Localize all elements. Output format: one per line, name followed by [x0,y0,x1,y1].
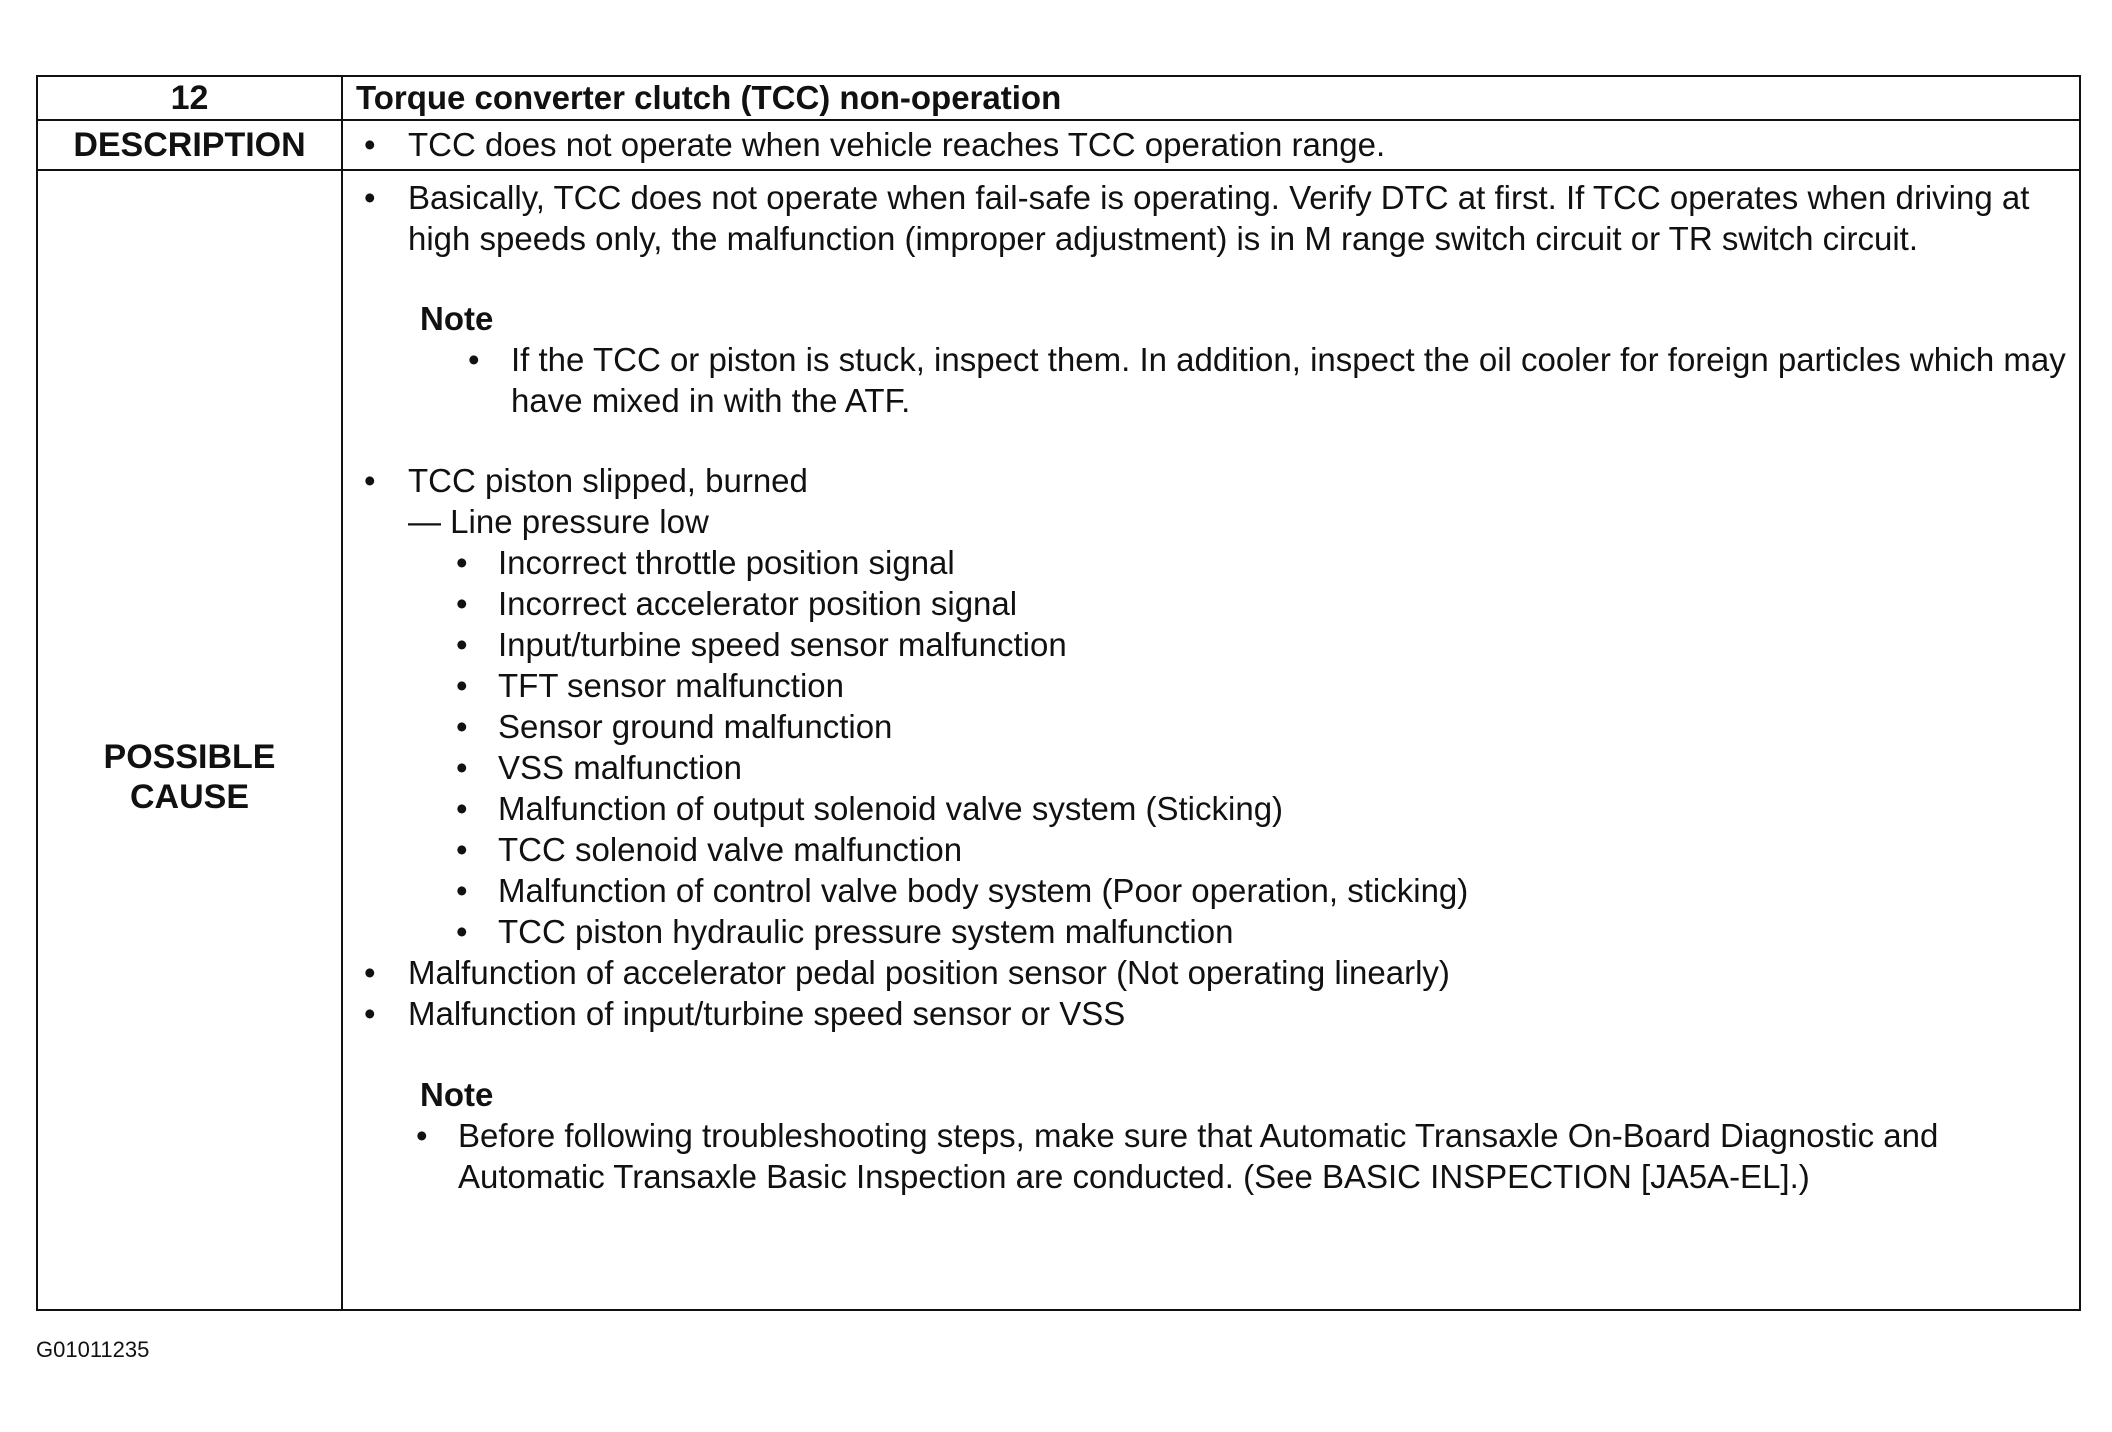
description-bullet: • TCC does not operate when vehicle reaches TCC operation range. [356,121,2067,169]
cause-item-piston: • TCC piston slipped, burned [356,460,2067,501]
cause-item-accelerator: • Malfunction of accelerator pedal position sensor (Not operating linearly) [356,952,2067,993]
note-item: • If the TCC or piston is stuck, inspect them. In addition, inspect the oil cooler for foreign particles which may have mixed in with the ATF. [356,339,2067,421]
sub-item: • Sensor ground malfunction [356,706,2067,747]
sub-item: • Malfunction of output solenoid valve system (Sticking) [356,788,2067,829]
note-item: • Before following troubleshooting steps, make sure that Automatic Transaxle On-Board Diagnostic and Automatic Transaxle Basic Inspection are conducted. (See BASIC INSPECTION [JA5A-EL].) [356,1115,2067,1197]
possible-cause-label-line2: CAUSE [129,778,250,816]
table-title: Torque converter clutch (TCC) non-operation [356,79,1062,116]
sub-item: • Incorrect throttle position signal [356,542,2067,583]
possible-cause-label-line1: POSSIBLE [103,738,276,776]
sub-item: • TCC piston hydraulic pressure system malfunction [356,911,2067,952]
sub-item: • Input/turbine speed sensor malfunction [356,624,2067,665]
description-label: DESCRIPTION [73,126,306,164]
cause-item-input-sensor: • Malfunction of input/turbine speed sensor or VSS [356,993,2067,1034]
sub-item: • Incorrect accelerator position signal [356,583,2067,624]
column-divider [341,77,343,1309]
item-number: 12 [170,79,209,117]
sub-item: • Malfunction of control valve body system (Poor operation, sticking) [356,870,2067,911]
cause-intro: • Basically, TCC does not operate when fail-safe is operating. Verify DTC at first. If TCC operates when driving at high speeds only, the malfunction (improper adjustment) is in M range switch circuit or TR switch circuit. [356,177,2067,259]
note-heading: Note [420,1076,494,1113]
sub-item: • TCC solenoid valve malfunction [356,829,2067,870]
row-divider [38,169,2079,171]
line-pressure-low: — Line pressure low [408,503,709,540]
possible-cause-label [38,737,341,817]
sub-item: • VSS malfunction [356,747,2067,788]
sub-item: • TFT sensor malfunction [356,665,2067,706]
figure-id: G01011235 [36,1337,150,1362]
possible-cause-content [356,177,2067,1197]
note-heading: Note [420,300,494,337]
description-text [356,121,2067,169]
troubleshooting-table [36,75,2081,1311]
